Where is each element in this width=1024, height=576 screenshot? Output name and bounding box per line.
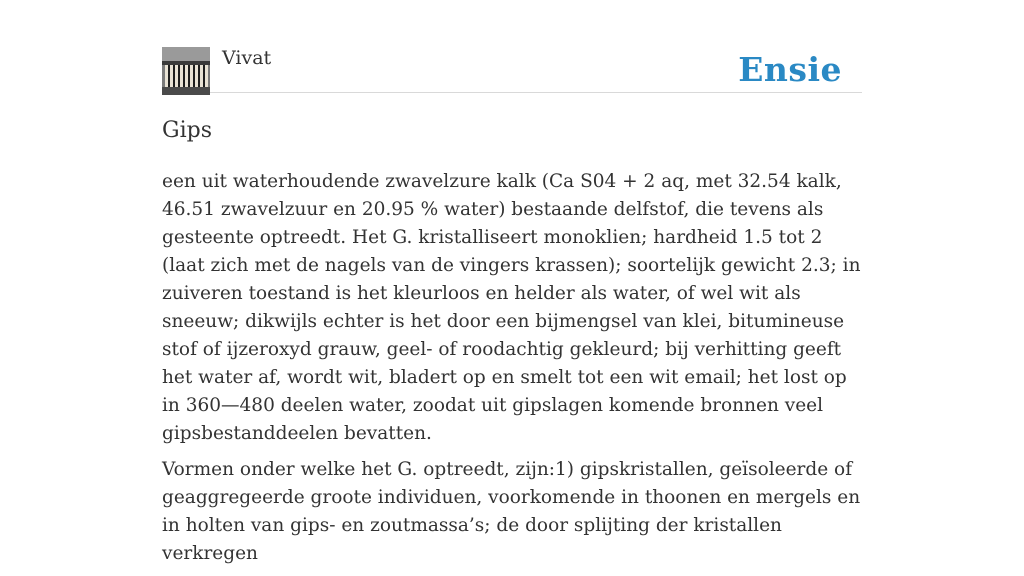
avatar-image [162,47,210,95]
page-header [162,46,862,93]
avatar[interactable] [162,47,210,95]
page-title: Gips [162,118,212,143]
paragraph: een uit waterhoudende zwavelzure kalk (Ca S04 + 2 aq, met 32.54 kalk, 46.51 zwavelzuur en 20.95 % water) bestaande delfstof, die tevens als gesteente optreedt. Het G. kristalliseert monoklien; hardheid 1.5 tot 2 (laat zich met de nagels van de vingers krassen); soortelijk gewicht 2.3; in zuiveren toestand is het kleurloos en helder als water, of wel wit als sneeuw; dikwijls echter is het door een bijmengsel van klei, bitumineuse stof of ijzeroxyd grauw, geel- of roodachtig gekleurd; bij verhitting geeft het water af, wordt wit, bladert op en smelt tot een wit email; het lost op in 360—480 deelen water, zoodat uit gipslagen komende bronnen veel gipsbestanddeelen bevatten. [162,171,861,444]
article-page [162,0,862,564]
author-name[interactable]: Vivat [222,47,272,69]
paragraph: Vormen onder welke het G. optreedt, zijn:1) gipskristallen, geïsoleerde of geaggregeerde groote individuen, voorkomende in thoonen en mergels en in holten van gips- en zoutmassa’s; de door splijting der kristallen verkregen [162,459,861,564]
article-body [162,168,862,576]
brand-logo[interactable]: Ensie [738,50,842,89]
